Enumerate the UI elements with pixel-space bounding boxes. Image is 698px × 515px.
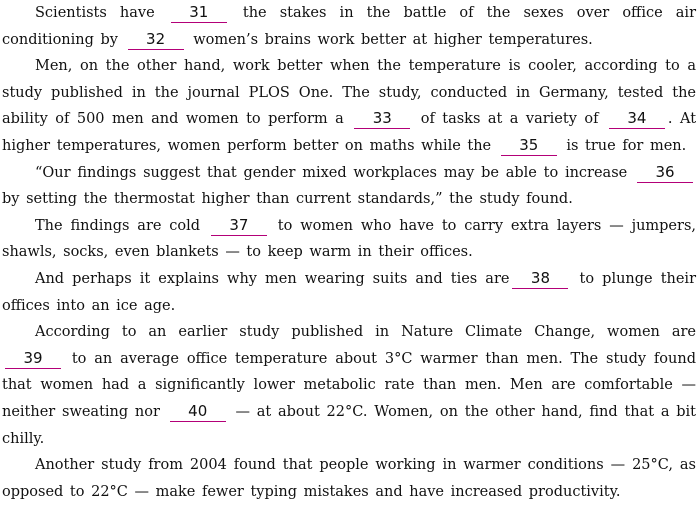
passage-text: . At higher temperatures, women perform better on maths while the [2,111,697,154]
passage-text: the stakes in the battle of the sexes over office air conditioning by [2,5,697,48]
blank-35[interactable]: 35 [501,135,557,156]
paragraph-7 [2,452,696,505]
passage-text: to plunge their offices into an ice age. [2,270,697,314]
blank-37[interactable]: 37 [211,215,267,236]
passage-text: to women who have to carry extra layers — jumpers, shawls, socks, even blankets — to keep warm in their offices. [2,217,696,261]
passage-text: of tasks at a variety of [420,111,599,128]
passage-text: According to an earlier study published in Nature Climate Change, women are [35,324,696,341]
blank-38[interactable]: 38 [512,268,568,289]
blank-36[interactable]: 36 [637,162,693,183]
passage-text: Men, on the other hand, work better when the temperature is cooler, according to a study published in the journal PLOS One. The study, conducted in Germany, tested the ability of 500 men and women to perform a [2,58,696,128]
passage-text: Scientists have [35,5,155,21]
passage-text: is true for men. [566,137,687,154]
passage-text: to an average office temperature about 3°C warmer than men. The study found that women had a significantly lower metabolic rate than men. Men are comfortable — neither sweating nor [2,350,696,420]
blank-39[interactable]: 39 [5,348,61,369]
blank-34[interactable]: 34 [609,108,665,129]
paragraph-6 [2,319,696,452]
blank-32[interactable]: 32 [128,29,184,50]
paragraph-1 [2,0,696,53]
paragraph-4 [2,213,696,266]
paragraph-2 [2,53,696,159]
passage-text: “Our findings suggest that gender mixed workplaces may be able to increase [35,164,628,181]
passage-text: women’s brains work better at higher temperatures. [193,31,593,48]
blank-40[interactable]: 40 [170,401,226,422]
passage-text: And perhaps it explains why men wearing suits and ties are [35,270,510,287]
passage-text: by setting the thermostat higher than current standards,” the study found. [2,191,573,208]
passage-text: — at about 22°C. Women, on the other hand, find that a bit chilly. [2,403,696,447]
blank-33[interactable]: 33 [354,108,410,129]
passage-text: The findings are cold [35,217,201,234]
blank-31[interactable]: 31 [171,2,227,23]
paragraph-3 [2,160,696,213]
paragraph-5 [2,266,696,319]
passage-text: Another study from 2004 found that people working in warmer conditions — 25°C, as opposed to 22°C — make fewer typing mistakes and have increased productivity. [2,457,696,500]
